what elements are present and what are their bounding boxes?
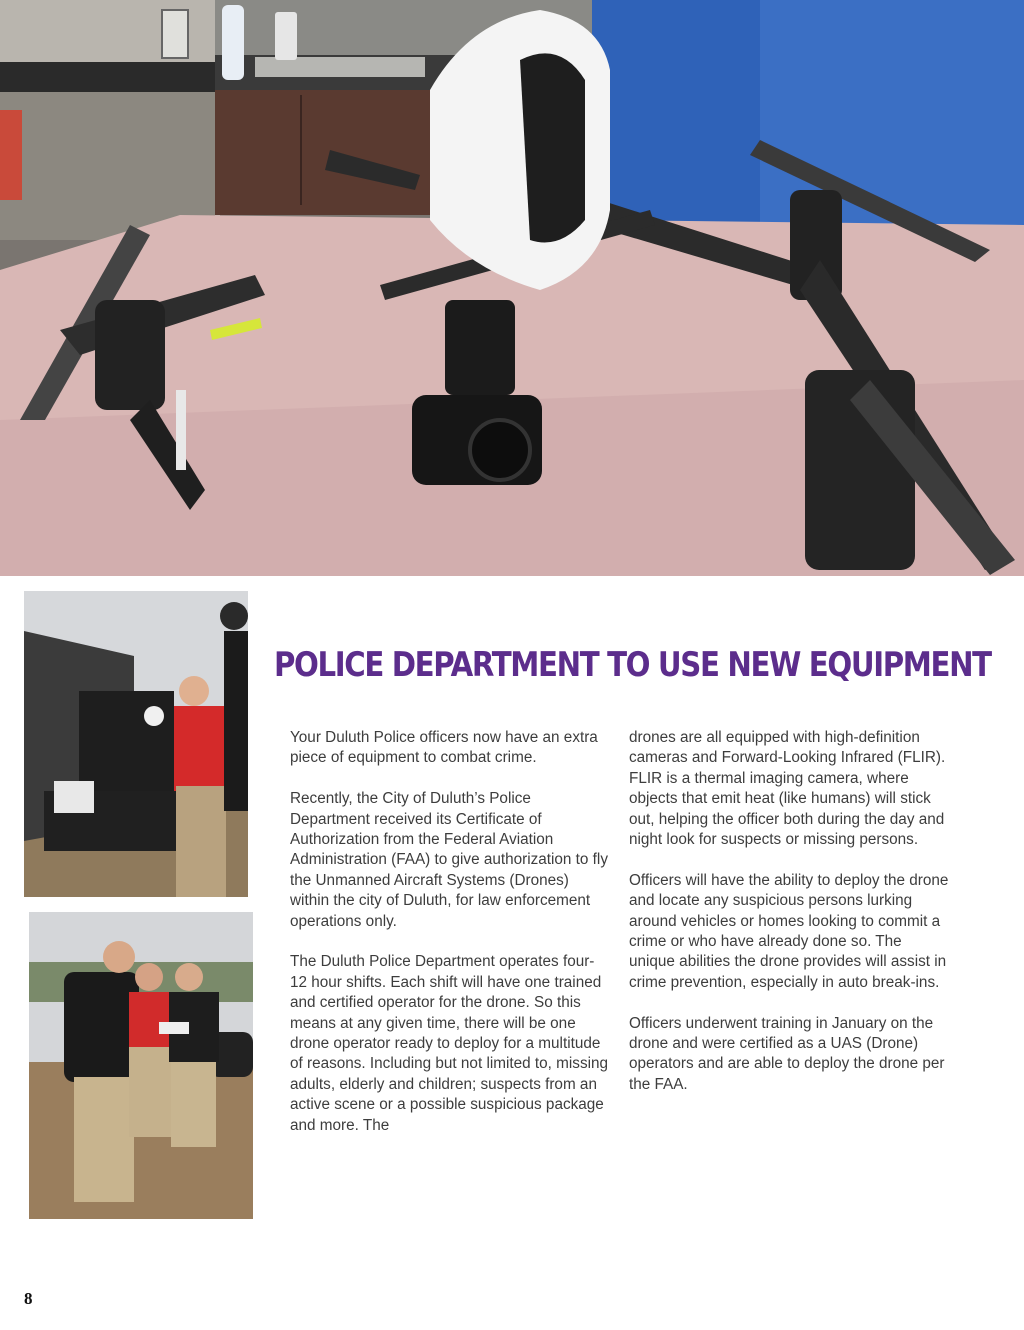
paragraph: drones are all equipped with high-definition cameras and Forward-Looking Infrared (FLIR). FLIR is a thermal imaging camera, where objects that emit heat (like humans) will stick out, helping the officer both during the day and night look for suspects or missing persons. bbox=[629, 729, 946, 849]
paragraph: Officers underwent training in January on the drone and were certified as a UAS (Drone) operators and are able to deploy the drone per the FAA. bbox=[629, 1014, 945, 1093]
hero-drone-photo bbox=[0, 0, 1024, 576]
paragraph: Recently, the City of Duluth’s Police Department received its Certificate of Authorization from the Federal Aviation Administration (FAA) to give authorization to fly the Unmanned Aircraft Systems (Drones) within the city of Duluth, for law enforcement operations only. bbox=[290, 790, 608, 930]
officers-training-field-photo bbox=[29, 912, 253, 1219]
page-number: 8 bbox=[24, 1289, 33, 1308]
article-title: POLICE DEPARTMENT TO USE NEW EQUIPMENT bbox=[274, 645, 991, 685]
article-right-column bbox=[629, 728, 951, 1116]
paragraph: The Duluth Police Department operates four-12 hour shifts. Each shift will have one trained and certified operator for the drone. So this means at any given time, there will be one drone operator ready to deploy for a multitude of reasons. Including but not limited to, missing adults, elderly and children; suspects from an active scene or a possible suspicious package and more. The bbox=[290, 953, 609, 1134]
article-left-column bbox=[290, 728, 608, 1156]
paragraph: Officers will have the ability to deploy the drone and locate any suspicious persons lurking around vehicles or homes looking to commit a crime or who have already done so. The unique abilities the drone provides will assist in crime prevention, especially in auto break-ins. bbox=[629, 871, 949, 991]
paragraph: Your Duluth Police officers now have an extra piece of equipment to combat crime. bbox=[290, 729, 598, 767]
officers-with-drone-case-photo bbox=[24, 591, 248, 897]
